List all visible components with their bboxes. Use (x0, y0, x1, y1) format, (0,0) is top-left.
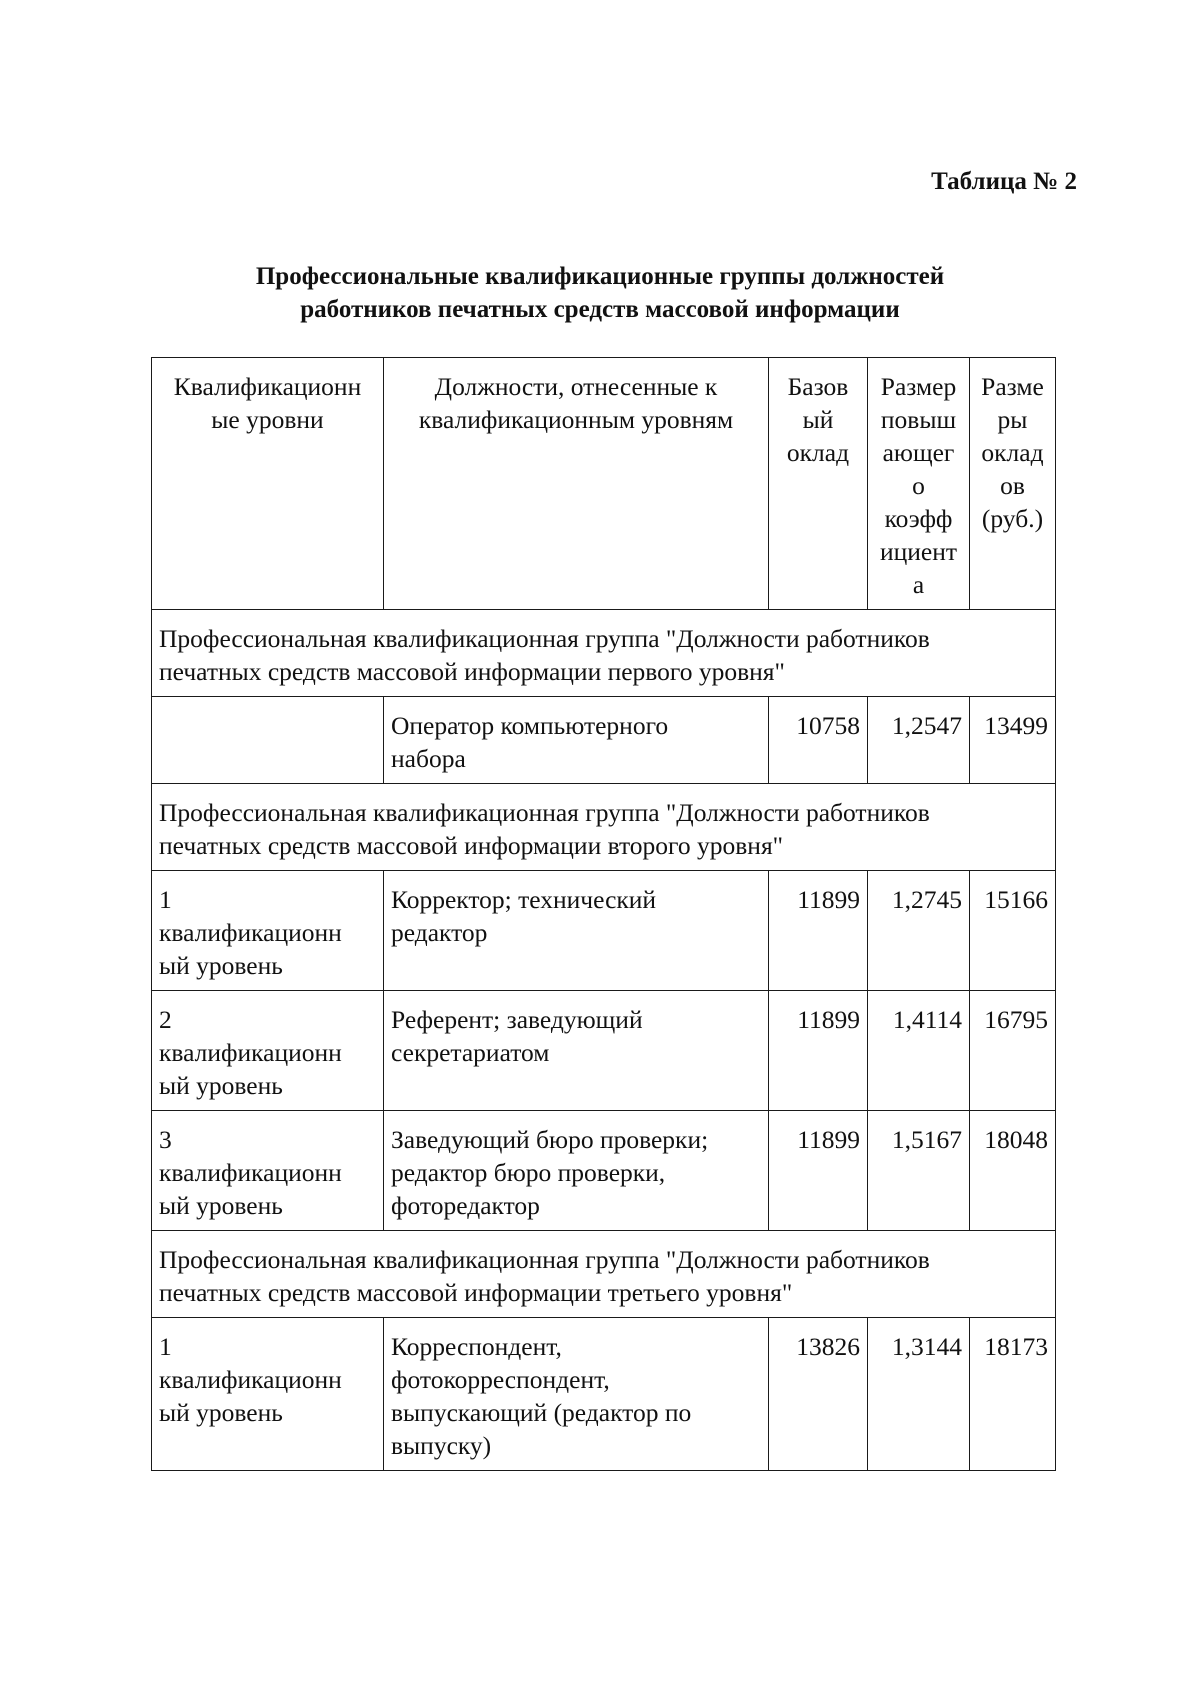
qualification-level-line: ый уровень (159, 1071, 283, 1100)
column-header-line: Должности, отнесенные к (434, 372, 718, 401)
column-header-line: квалификационным уровням (418, 405, 734, 434)
document-title-line: Профессиональные квалификационные группы должностей (255, 263, 945, 290)
coefficient: 1,4114 (868, 991, 970, 1111)
column-header-line: ые уровни (211, 405, 324, 434)
qualification-level-line: ый уровень (159, 1398, 283, 1427)
positions-line: фотокорреспондент, (391, 1365, 610, 1394)
group-title-line: печатных средств массовой информации первого уровня" (159, 657, 785, 686)
salary: 18048 (970, 1111, 1056, 1231)
column-header-line: оклад (786, 438, 850, 467)
column-header-line: ов (1000, 471, 1025, 500)
base-salary: 11899 (769, 991, 868, 1111)
positions (384, 1318, 769, 1471)
qualification-groups-table (151, 357, 1056, 1471)
qualification-level-line: 3 (159, 1125, 172, 1154)
table-row (152, 1318, 1056, 1471)
column-header-line: ающег (882, 438, 955, 467)
column-header-line: ры (997, 405, 1028, 434)
column-header-line: Размер (880, 372, 957, 401)
positions (384, 871, 769, 991)
positions-line: фоторедактор (391, 1191, 540, 1220)
salary: 16795 (970, 991, 1056, 1111)
column-header-line: а (912, 570, 925, 599)
table-body (152, 610, 1056, 1471)
base-salary: 11899 (769, 1111, 868, 1231)
group-title-line: Профессиональная квалификационная группа "Должности работников (159, 624, 930, 653)
group-row (152, 784, 1056, 871)
salary: 18173 (970, 1318, 1056, 1471)
header-row (152, 358, 1056, 610)
qualification-level-line: 2 (159, 1005, 172, 1034)
column-header-line: Разме (981, 372, 1044, 401)
column-header-line: Квалификационн (173, 372, 362, 401)
column-header-coefficient (868, 358, 970, 610)
qualification-level (152, 697, 384, 784)
column-header-line: ициент (879, 537, 958, 566)
positions (384, 1111, 769, 1231)
group-title-line: Профессиональная квалификационная группа "Должности работников (159, 1245, 930, 1274)
qualification-level-line: ый уровень (159, 951, 283, 980)
positions-line: Оператор компьютерного (391, 711, 669, 740)
column-header-line: о (912, 471, 925, 500)
qualification-level-line: квалификационн (159, 918, 342, 947)
table-row (152, 1111, 1056, 1231)
qualification-level (152, 1318, 384, 1471)
coefficient: 1,2547 (868, 697, 970, 784)
positions-line: редактор бюро проверки, (391, 1158, 666, 1187)
table-row (152, 991, 1056, 1111)
coefficient: 1,3144 (868, 1318, 970, 1471)
qualification-level-line: квалификационн (159, 1158, 342, 1187)
positions-line: секретариатом (391, 1038, 550, 1067)
table-number: Таблица № 2 (931, 168, 1077, 195)
positions (384, 991, 769, 1111)
group-title-line: Профессиональная квалификационная группа "Должности работников (159, 798, 930, 827)
qualification-level-line: квалификационн (159, 1038, 342, 1067)
base-salary: 10758 (769, 697, 868, 784)
group-title (152, 784, 1056, 871)
salary: 13499 (970, 697, 1056, 784)
column-header-line: коэфф (884, 504, 953, 533)
qualification-level-line: квалификационн (159, 1365, 342, 1394)
qualification-level (152, 991, 384, 1111)
positions-line: Заведующий бюро проверки; (391, 1125, 709, 1154)
group-row (152, 1231, 1056, 1318)
positions-line: Корректор; технический (391, 885, 657, 914)
column-header-line: повыш (880, 405, 957, 434)
group-title (152, 610, 1056, 697)
qualification-level (152, 1111, 384, 1231)
base-salary: 11899 (769, 871, 868, 991)
coefficient: 1,2745 (868, 871, 970, 991)
group-title (152, 1231, 1056, 1318)
positions-line: редактор (391, 918, 488, 947)
column-header-line: (руб.) (981, 504, 1044, 533)
document-title (0, 260, 1200, 326)
qualification-level-line: ый уровень (159, 1191, 283, 1220)
group-row (152, 610, 1056, 697)
base-salary: 13826 (769, 1318, 868, 1471)
positions-line: выпуску) (391, 1431, 492, 1460)
positions (384, 697, 769, 784)
positions-line: Корреспондент, (391, 1332, 562, 1361)
positions-line: выпускающий (редактор по (391, 1398, 692, 1427)
document-title-line: работников печатных средств массовой информации (300, 296, 900, 323)
salary: 15166 (970, 871, 1056, 991)
group-title-line: печатных средств массовой информации третьего уровня" (159, 1278, 793, 1307)
positions-line: Референт; заведующий (391, 1005, 643, 1034)
qualification-level-line: 1 (159, 885, 172, 914)
column-header-line: ый (802, 405, 834, 434)
column-header-positions (384, 358, 769, 610)
column-header-base-salary (769, 358, 868, 610)
table-row (152, 871, 1056, 991)
qualification-level-line: 1 (159, 1332, 172, 1361)
table-row (152, 697, 1056, 784)
column-header-levels (152, 358, 384, 610)
column-header-line: Базов (787, 372, 849, 401)
column-header-salary (970, 358, 1056, 610)
qualification-level (152, 871, 384, 991)
coefficient: 1,5167 (868, 1111, 970, 1231)
group-title-line: печатных средств массовой информации второго уровня" (159, 831, 784, 860)
positions-line: набора (391, 744, 466, 773)
column-header-line: оклад (981, 438, 1044, 467)
